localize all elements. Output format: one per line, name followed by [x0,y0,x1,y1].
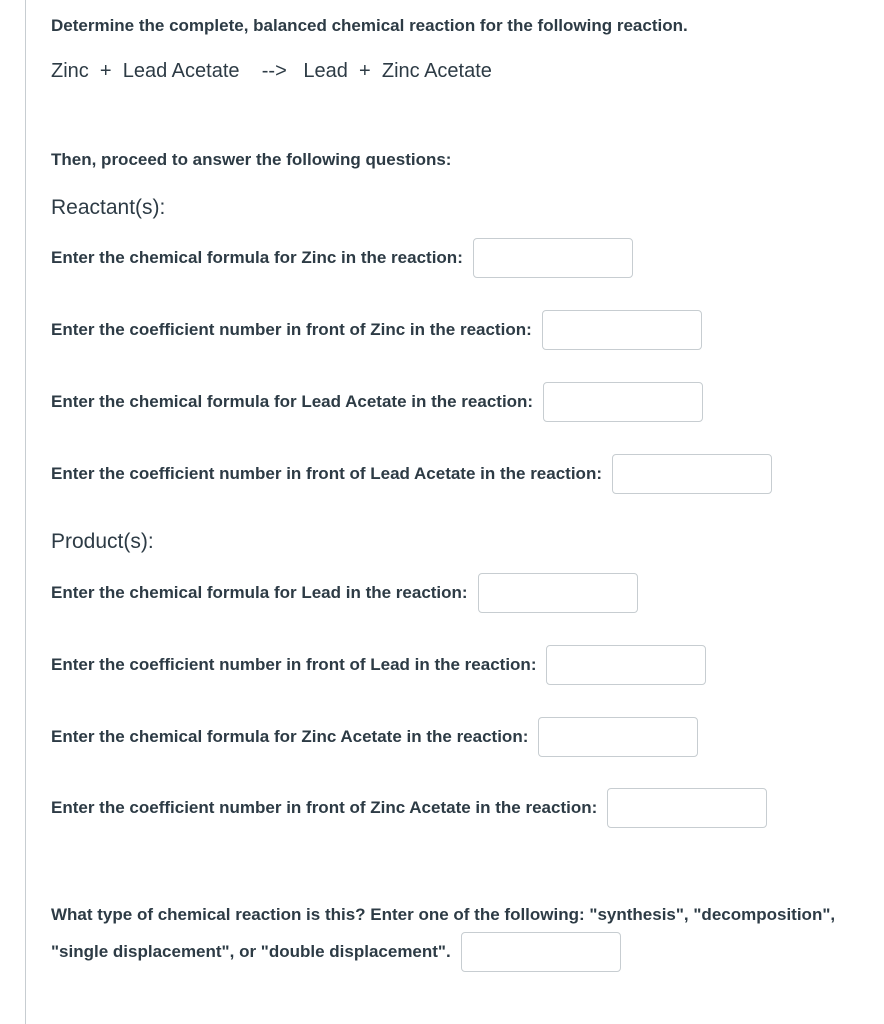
product-zinc-acetate: Zinc Acetate [381,60,492,82]
question-zinc-acetate-formula [51,717,698,757]
lead-formula-input[interactable] [478,573,638,613]
question-zinc-coefficient [51,310,702,350]
reaction-equation [51,60,492,83]
question-label: Enter the coefficient number in front of Zinc in the reaction: [51,320,532,339]
reaction-type-input[interactable] [461,932,621,972]
question-label: Enter the chemical formula for Zinc in the reaction: [51,248,463,267]
zinc-acetate-formula-input[interactable] [538,717,698,757]
question-lead-coefficient [51,645,706,685]
question-label: Enter the coefficient number in front of Lead Acetate in the reaction: [51,464,602,483]
plus-sign: + [99,60,112,82]
reactants-heading: Reactant(s): [51,196,166,219]
reactant-lead-acetate: Lead Acetate [122,60,240,82]
lead-acetate-formula-input[interactable] [543,382,703,422]
product-lead: Lead [303,60,348,82]
lead-acetate-coefficient-input[interactable] [612,454,772,494]
question-label: Enter the chemical formula for Zinc Acetate in the reaction: [51,727,529,746]
question-zinc-acetate-coefficient [51,788,767,828]
reaction-type-question: What type of chemical reaction is this? Enter one of the following: "synthesis", "decomposition", [51,905,836,924]
zinc-formula-input[interactable] [473,238,633,278]
zinc-acetate-coefficient-input[interactable] [607,788,767,828]
question-reaction-type [51,932,621,972]
zinc-coefficient-input[interactable] [542,310,702,350]
lead-coefficient-input[interactable] [546,645,706,685]
question-label: Enter the chemical formula for Lead in the reaction: [51,583,468,602]
plus-sign: + [359,60,371,82]
left-border [25,0,26,1024]
reactant-zinc: Zinc [51,60,89,82]
question-zinc-formula [51,238,633,278]
question-lead-formula [51,573,638,613]
question-label: Enter the coefficient number in front of Lead in the reaction: [51,655,537,674]
question-lead-acetate-formula [51,382,703,422]
products-heading: Product(s): [51,530,154,553]
question-label: Enter the coefficient number in front of Zinc Acetate in the reaction: [51,798,598,817]
proceed-text: Then, proceed to answer the following questions: [51,150,452,169]
arrow: --> [261,60,287,82]
intro-text: Determine the complete, balanced chemical reaction for the following reaction. [51,16,688,35]
question-label: "single displacement", or "double displacement". [51,942,451,961]
question-label: Enter the chemical formula for Lead Acetate in the reaction: [51,392,534,411]
question-lead-acetate-coefficient [51,454,772,494]
